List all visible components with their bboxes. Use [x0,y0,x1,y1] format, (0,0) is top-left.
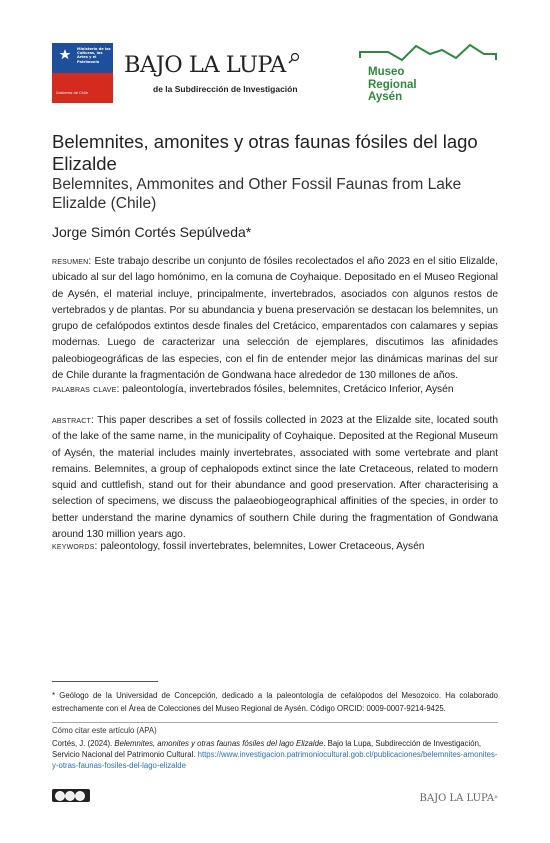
chile-star-icon [56,47,74,69]
resumen-paragraph [52,254,498,384]
title-english: Belemnites, Ammonites and Other Fossil Faunas from Lake Elizalde (Chile) [52,176,462,212]
citation-heading: Cómo citar este artículo (APA) [52,726,157,735]
keywords-label: keywords: [52,541,98,552]
abstract-text: This paper describes a set of fossils collected in 2023 at the Elizalde site, located south of the lake of the same name, in the municipality of Coyhaique. Deposited at the Regional Museum of Aysén, the material includes mainly invertebrates, associated with some vertebrate and plant remains. Belemnites, a group of cephalopods extinct since the late Cretaceous, related to modern squid and cuttlefish, stand out for their abundance and good preservation. After characterising a selection of specimens, we discuss the palaeobiogeographical affinities of the species, in order to better understand the marine dynamics of southern Chile during the fragmentation of Gondwana around 130 million years ago. [52,415,498,541]
citation-block [52,738,498,771]
citation-link[interactable]: https://www.investigacion.patrimoniocultural.gob.cl/publicaciones/belemnites-amonites-y-otras-faunas-fosiles-del-lago-elizalde [52,750,498,770]
palabras-clave-text: paleontología, invertebrados fósiles, belemnites, Cretácico Inferior, Aysén [122,384,454,395]
brand-subtitle: de la Subdirección de Investigación [153,84,298,94]
footer-magnifier-icon: ⌕ [494,793,498,801]
museo-regional-aysen-logo: Museo Regional Aysén [368,66,417,103]
citation-authors: Cortés, J. (2024). [52,739,115,748]
abstract-paragraph [52,413,498,543]
palabras-clave-paragraph [52,382,498,398]
palabras-clave-label: palabras clave: [52,384,120,395]
ministry-label: Ministerio de las Culturas, las Artes y el Patrimonio [77,47,111,64]
keywords-paragraph [52,539,498,555]
brand-title: BAJO LA LUPA [124,52,286,78]
citation-title: Belemnites, amonites y otras faunas fósiles del lago Elizalde [114,739,324,748]
footer-brand [420,793,498,804]
cc-by-nc-sa-icon[interactable] [52,789,90,802]
government-label: Gobierno de Chile [56,91,89,95]
magnifier-icon [287,52,301,66]
gobierno-de-chile-logo [52,43,113,103]
museo-mountain-icon [358,42,498,64]
author-footnote: * Geólogo de la Universidad de Concepción, dedicado a la paleontología de cefalópodos del Mesozoico. Ha colaborado estrechamente con el Área de Colecciones del Museo Regional de Aysén. Código ORCID: 0009-0007-9214-9425. [52,691,498,713]
author: Jorge Simón Cortés Sepúlveda* [52,224,252,240]
footer-brand-label: BAJO LA LUPA [419,793,495,804]
resumen-text: Este trabajo describe un conjunto de fósiles recolectados el año 2023 en el sitio Elizalde, ubicado al sur del lago homónimo, en la comuna de Coyhaique. Depositado en el Museo Regional de Aysén, el material incluye, principalmente, invertebrados, asociados con algunos restos de vertebrados y de plantas. Por su abundancia y buena preservación se destacan los belemnites, un grupo de cefalópodos extintos desde finales del Cretácico, emparentados con calamares y sepias modernas. Luego de caracterizar una selección de ejemplares, discutimos las afinidades paleobiogeográficas de las especies, con el fin de entender mejor las dinámicas marinas del sur de Chile durante la fragmentación de Gondwana hace alrededor de 130 millones de años. [52,256,498,382]
citation-divider [52,722,498,723]
keywords-text: paleontology, fossil invertebrates, belemnites, Lower Cretaceous, Aysén [100,541,425,552]
bajo-la-lupa-logo [124,52,301,78]
title-spanish: Belemnites, amonites y otras faunas fósiles del lago Elizalde [52,131,478,174]
abstract-label: abstract: [52,415,94,426]
citation-rest: . Bajo la Lupa, Subdirección de Investigación, Servicio Nacional del Patrimonio Cultural. [52,739,482,759]
footnote-rule [52,681,158,682]
resumen-label: resumen: [52,256,92,267]
